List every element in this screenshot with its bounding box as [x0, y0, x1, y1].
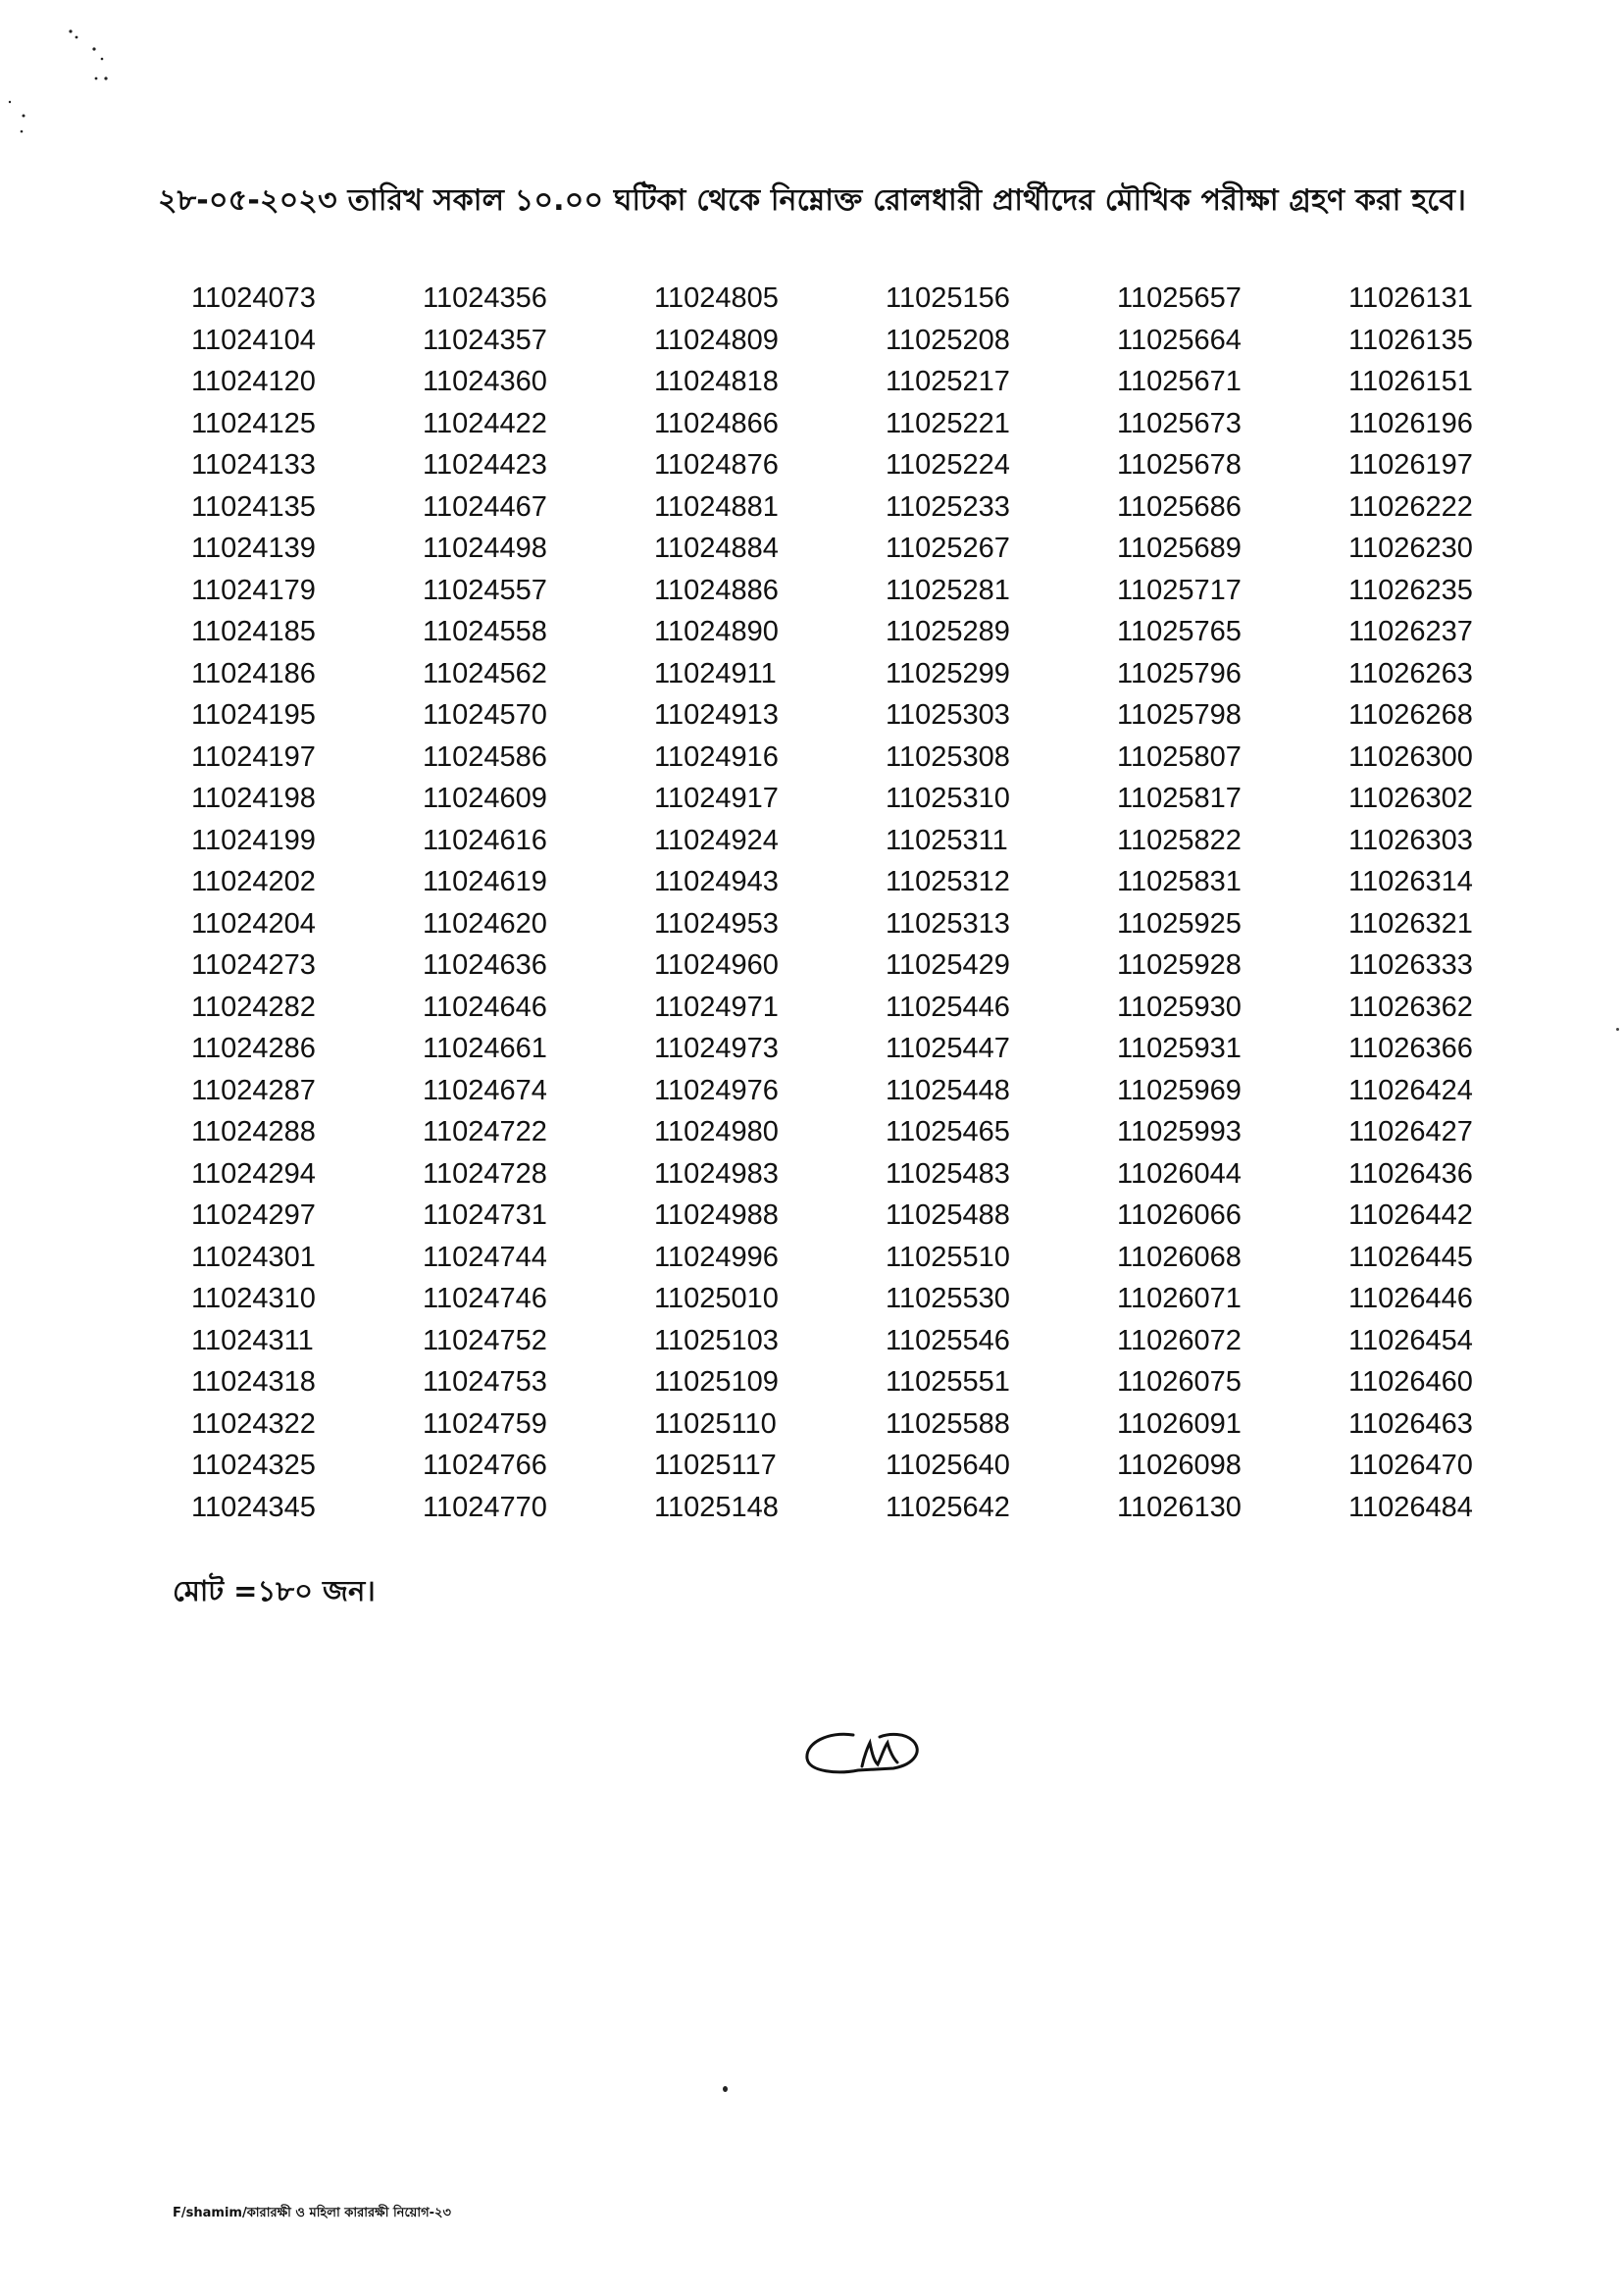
roll-number-cell: 11025281 — [886, 574, 1010, 606]
roll-number-cell: 11024866 — [654, 407, 779, 439]
roll-number-cell: 11025109 — [654, 1366, 779, 1398]
roll-number-cell: 11025483 — [886, 1157, 1010, 1190]
roll-number-cell: 11025488 — [886, 1199, 1010, 1231]
roll-number-cell: 11024423 — [423, 449, 547, 481]
roll-number-cell: 11026427 — [1348, 1116, 1473, 1147]
roll-number-cell: 11025217 — [886, 366, 1010, 397]
roll-number-cell: 11026460 — [1348, 1366, 1473, 1398]
roll-number-cell: 11026314 — [1348, 866, 1473, 897]
roll-number-cell: 11024586 — [423, 740, 547, 773]
roll-number-cell: 11026454 — [1348, 1324, 1473, 1356]
roll-number-cell: 11025673 — [1117, 407, 1242, 439]
roll-number-cell: 11025311 — [886, 824, 1008, 856]
roll-number-cell: 11026470 — [1348, 1450, 1473, 1481]
roll-number-cell: 11025640 — [886, 1450, 1010, 1481]
roll-number-cell: 11024286 — [191, 1033, 316, 1064]
roll-number-cell: 11025267 — [886, 533, 1010, 564]
roll-number-cell: 11026197 — [1348, 449, 1473, 481]
roll-number-cell: 11026445 — [1348, 1241, 1473, 1273]
roll-number-cell: 11024731 — [423, 1199, 547, 1231]
roll-number-cell: 11024558 — [423, 616, 547, 647]
roll-number-cell: 11024294 — [191, 1157, 316, 1190]
roll-number-cell: 11024971 — [654, 991, 779, 1023]
roll-number-cell: 11026131 — [1348, 282, 1473, 314]
roll-number-cell: 11024498 — [423, 533, 547, 564]
roll-number-cell: 11024766 — [423, 1450, 547, 1481]
roll-number-cell: 11024356 — [423, 282, 547, 314]
roll-number-cell: 11024646 — [423, 991, 547, 1023]
roll-number-cell: 11024728 — [423, 1157, 547, 1190]
roll-number-cell: 11025671 — [1117, 366, 1242, 397]
roll-number-cell: 11024746 — [423, 1283, 547, 1314]
roll-number-cell: 11024133 — [191, 449, 316, 481]
roll-number-cell: 11026321 — [1348, 907, 1473, 940]
roll-number-cell: 11024911 — [654, 657, 777, 689]
roll-number-cell: 11026263 — [1348, 657, 1473, 689]
roll-number-cell: 11025588 — [886, 1407, 1010, 1440]
roll-number-cell: 11024636 — [423, 949, 547, 981]
roll-number-cell: 11026066 — [1117, 1199, 1242, 1231]
roll-number-cell: 11025156 — [886, 282, 1010, 314]
roll-number-cell: 11025312 — [886, 866, 1010, 897]
roll-column — [423, 278, 654, 1528]
roll-number-cell: 11026446 — [1348, 1283, 1473, 1314]
roll-number-cell: 11024325 — [191, 1450, 316, 1481]
roll-number-cell: 11024983 — [654, 1157, 779, 1190]
roll-number-cell: 11026302 — [1348, 783, 1473, 814]
roll-number-cell: 11024345 — [191, 1491, 316, 1523]
roll-number-cell: 11025822 — [1117, 824, 1242, 856]
roll-number-cell: 11024273 — [191, 949, 316, 981]
roll-number-cell: 11026463 — [1348, 1407, 1473, 1440]
roll-number-cell: 11024953 — [654, 907, 779, 940]
roll-number-cell: 11025717 — [1117, 574, 1242, 606]
roll-number-cell: 11024890 — [654, 616, 779, 647]
roll-number-cell: 11024805 — [654, 282, 779, 314]
roll-number-cell: 11025925 — [1117, 907, 1242, 940]
roll-number-cell: 11026098 — [1117, 1450, 1242, 1481]
roll-number-cell: 11024104 — [191, 324, 316, 356]
roll-number-cell: 11026366 — [1348, 1033, 1473, 1064]
roll-number-cell: 11026044 — [1117, 1157, 1242, 1190]
roll-number-cell: 11025446 — [886, 991, 1010, 1023]
roll-number-cell: 11024943 — [654, 866, 779, 897]
roll-number-cell: 11026091 — [1117, 1407, 1242, 1440]
footer-file-path: F/shamim/কারারক্ষী ও মহিলা কারারক্ষী নিয়োগ-২৩ — [173, 2206, 451, 2220]
roll-number-cell: 11026130 — [1117, 1491, 1242, 1523]
roll-number-cell: 11024467 — [423, 490, 547, 523]
roll-number-cell: 11024139 — [191, 533, 316, 564]
roll-number-cell: 11026424 — [1348, 1074, 1473, 1106]
roll-number-cell: 11024770 — [423, 1491, 547, 1523]
roll-number-cell: 11026151 — [1348, 366, 1473, 397]
roll-number-cell: 11024311 — [191, 1324, 314, 1356]
roll-number-cell: 11024562 — [423, 657, 547, 689]
roll-number-cell: 11024620 — [423, 907, 547, 940]
roll-number-cell: 11024135 — [191, 490, 316, 523]
roll-column — [1117, 278, 1348, 1528]
roll-number-table — [191, 278, 1496, 1528]
roll-number-cell: 11026072 — [1117, 1324, 1242, 1356]
roll-number-cell: 11025931 — [1117, 1033, 1242, 1064]
roll-number-cell: 11025429 — [886, 949, 1010, 981]
roll-number-cell: 11025289 — [886, 616, 1010, 647]
roll-number-cell: 11024924 — [654, 824, 779, 856]
roll-number-cell: 11024185 — [191, 616, 316, 647]
roll-number-cell: 11024297 — [191, 1199, 316, 1231]
roll-number-cell: 11025510 — [886, 1241, 1010, 1273]
roll-number-cell: 11025299 — [886, 657, 1010, 689]
roll-number-cell: 11024204 — [191, 907, 316, 940]
roll-number-cell: 11025208 — [886, 324, 1010, 356]
roll-number-cell: 11024287 — [191, 1074, 316, 1106]
roll-number-cell: 11024199 — [191, 824, 316, 856]
roll-number-cell: 11024916 — [654, 740, 779, 773]
roll-number-cell: 11025310 — [886, 783, 1010, 814]
roll-number-cell: 11025765 — [1117, 616, 1242, 647]
roll-number-cell: 11026436 — [1348, 1157, 1473, 1190]
roll-number-cell: 11024197 — [191, 740, 316, 773]
roll-number-cell: 11024722 — [423, 1116, 547, 1147]
roll-number-cell: 11024198 — [191, 783, 316, 814]
roll-number-cell: 11025798 — [1117, 699, 1242, 731]
roll-number-cell: 11024357 — [423, 324, 547, 356]
roll-number-cell: 11024876 — [654, 449, 779, 481]
roll-number-cell: 11025465 — [886, 1116, 1010, 1147]
roll-number-cell: 11024886 — [654, 574, 779, 606]
roll-number-cell: 11024960 — [654, 949, 779, 981]
roll-number-cell: 11024301 — [191, 1241, 316, 1273]
roll-number-cell: 11025308 — [886, 740, 1010, 773]
roll-number-cell: 11026071 — [1117, 1283, 1242, 1314]
roll-number-cell: 11024282 — [191, 991, 316, 1023]
interview-notice-heading: ২৮-০৫-২০২৩ তারিখ সকাল ১০.০০ ঘটিকা থেকে নিম্নোক্ত রোলধারী প্রার্থীদের মৌখিক পরীক্ষা গ্রহণ করা হবে। — [157, 183, 1467, 218]
roll-number-cell: 11024744 — [423, 1241, 547, 1273]
roll-number-cell: 11025928 — [1117, 949, 1242, 981]
roll-number-cell: 11026300 — [1348, 740, 1473, 773]
roll-number-cell: 11025678 — [1117, 449, 1242, 481]
roll-number-cell: 11025686 — [1117, 490, 1242, 523]
roll-number-cell: 11024557 — [423, 574, 547, 606]
roll-number-cell: 11024202 — [191, 866, 316, 897]
roll-number-cell: 11025930 — [1117, 991, 1242, 1023]
roll-number-cell: 11024988 — [654, 1199, 779, 1231]
roll-number-cell: 11026442 — [1348, 1199, 1473, 1231]
roll-number-cell: 11024570 — [423, 699, 547, 731]
roll-number-cell: 11025546 — [886, 1324, 1010, 1356]
roll-number-cell: 11024881 — [654, 490, 779, 523]
roll-number-cell: 11026362 — [1348, 991, 1473, 1023]
roll-number-cell: 11024310 — [191, 1283, 316, 1314]
roll-column — [1348, 278, 1580, 1528]
roll-number-cell: 11024913 — [654, 699, 779, 731]
roll-number-cell: 11024976 — [654, 1074, 779, 1106]
roll-number-cell: 11025313 — [886, 907, 1010, 940]
roll-column — [886, 278, 1117, 1528]
roll-number-cell: 11024753 — [423, 1366, 547, 1398]
roll-number-cell: 11024616 — [423, 824, 547, 856]
roll-number-cell: 11024322 — [191, 1407, 316, 1440]
roll-column — [191, 278, 423, 1528]
roll-number-cell: 11026068 — [1117, 1241, 1242, 1273]
scan-side-dot — [1616, 1028, 1619, 1031]
roll-number-cell: 11025110 — [654, 1407, 777, 1440]
roll-number-cell: 11025831 — [1117, 866, 1242, 897]
roll-number-cell: 11024318 — [191, 1366, 316, 1398]
roll-number-cell: 11024752 — [423, 1324, 547, 1356]
roll-number-cell: 11025303 — [886, 699, 1010, 731]
roll-number-cell: 11025530 — [886, 1283, 1010, 1314]
roll-number-cell: 11024809 — [654, 324, 779, 356]
roll-number-cell: 11024422 — [423, 407, 547, 439]
roll-number-cell: 11026237 — [1348, 616, 1473, 647]
roll-number-cell: 11024996 — [654, 1241, 779, 1273]
scan-dot — [723, 2086, 728, 2092]
roll-number-cell: 11024818 — [654, 366, 779, 397]
roll-number-cell: 11024973 — [654, 1033, 779, 1064]
roll-number-cell: 11024619 — [423, 866, 547, 897]
roll-column — [654, 278, 886, 1528]
scan-specks — [0, 0, 137, 157]
roll-number-cell: 11026235 — [1348, 574, 1473, 606]
roll-number-cell: 11024674 — [423, 1074, 547, 1106]
roll-number-cell: 11024288 — [191, 1116, 316, 1147]
roll-number-cell: 11024759 — [423, 1407, 547, 1440]
roll-number-cell: 11024661 — [423, 1033, 547, 1064]
roll-number-cell: 11025817 — [1117, 783, 1242, 814]
roll-number-cell: 11026075 — [1117, 1366, 1242, 1398]
roll-number-cell: 11026196 — [1348, 407, 1473, 439]
roll-number-cell: 11025796 — [1117, 657, 1242, 689]
roll-number-cell: 11024073 — [191, 282, 316, 314]
roll-number-cell: 11024609 — [423, 783, 547, 814]
roll-number-cell: 11025148 — [654, 1491, 779, 1523]
roll-number-cell: 11026222 — [1348, 490, 1473, 523]
roll-number-cell: 11026230 — [1348, 533, 1473, 564]
roll-number-cell: 11025448 — [886, 1074, 1010, 1106]
roll-number-cell: 11025224 — [886, 449, 1010, 481]
roll-number-cell: 11025221 — [886, 407, 1010, 439]
total-count: মোট =১৮০ জন। — [173, 1574, 376, 1607]
roll-number-cell: 11026484 — [1348, 1491, 1473, 1523]
roll-number-cell: 11025642 — [886, 1491, 1010, 1523]
roll-number-cell: 11025010 — [654, 1283, 779, 1314]
roll-number-cell: 11025551 — [886, 1366, 1010, 1398]
roll-number-cell: 11025664 — [1117, 324, 1242, 356]
roll-number-cell: 11025447 — [886, 1033, 1010, 1064]
roll-number-cell: 11024360 — [423, 366, 547, 397]
roll-number-cell: 11026268 — [1348, 699, 1473, 731]
signature-mark — [799, 1721, 927, 1790]
roll-number-cell: 11024195 — [191, 699, 316, 731]
roll-number-cell: 11025117 — [654, 1450, 777, 1481]
roll-number-cell: 11024980 — [654, 1116, 779, 1147]
roll-number-cell: 11026135 — [1348, 324, 1473, 356]
roll-number-cell: 11024125 — [191, 407, 316, 439]
roll-number-cell: 11025689 — [1117, 533, 1242, 564]
roll-number-cell: 11024186 — [191, 657, 316, 689]
roll-number-cell: 11026333 — [1348, 949, 1473, 981]
roll-number-cell: 11024884 — [654, 533, 779, 564]
roll-number-cell: 11025969 — [1117, 1074, 1242, 1106]
roll-number-cell: 11024120 — [191, 366, 316, 397]
roll-number-cell: 11024179 — [191, 574, 316, 606]
roll-number-cell: 11025233 — [886, 490, 1010, 523]
roll-number-cell: 11025807 — [1117, 740, 1242, 773]
roll-number-cell: 11025993 — [1117, 1116, 1242, 1147]
roll-number-cell: 11026303 — [1348, 824, 1473, 856]
roll-number-cell: 11025103 — [654, 1324, 779, 1356]
roll-number-cell: 11025657 — [1117, 282, 1242, 314]
roll-number-cell: 11024917 — [654, 783, 779, 814]
